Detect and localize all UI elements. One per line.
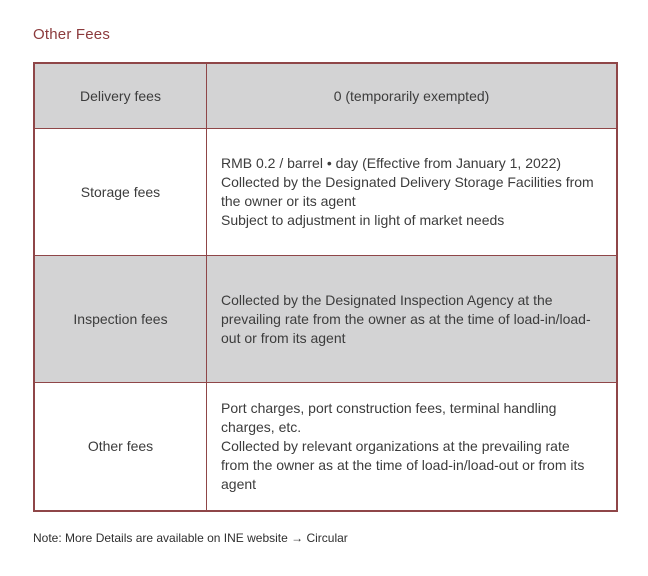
other-fees-table	[33, 62, 618, 512]
fee-detail-line: Subject to adjustment in light of market needs	[221, 212, 505, 228]
fee-detail-line: Port charges, port construction fees, terminal handling charges, etc.	[221, 400, 557, 435]
table-row-storage-fees	[35, 128, 616, 255]
table-row-delivery-fees	[35, 64, 616, 128]
fee-detail-cell	[207, 383, 616, 510]
fee-type-label: Inspection fees	[35, 256, 207, 382]
footnote: Note: More Details are available on INE website → Circular	[33, 531, 348, 545]
fee-detail-cell	[207, 64, 616, 128]
fee-detail-line: RMB 0.2 / barrel • day (Effective from January 1, 2022)	[221, 155, 562, 171]
page-title: Other Fees	[33, 26, 111, 43]
fee-detail-cell	[207, 256, 616, 382]
fee-detail-cell	[207, 129, 616, 255]
fee-detail-line: Collected by the Designated Inspection Agency at the prevailing rate from the owner as at the time of load-in/load-out or from its agent	[221, 291, 591, 346]
fee-type-label: Storage fees	[35, 129, 207, 255]
table-row-inspection-fees	[35, 255, 616, 382]
fee-type-label: Delivery fees	[35, 64, 207, 128]
fee-detail-line: Collected by the Designated Delivery Storage Facilities from the owner or its agent	[221, 174, 594, 209]
table-row-other-fees	[35, 382, 616, 510]
fee-detail-line: Collected by relevant organizations at the prevailing rate from the owner as at the time of load-in/load-out or from its agent	[221, 438, 585, 492]
fee-type-label: Other fees	[35, 383, 207, 510]
fee-detail-line: 0 (temporarily exempted)	[333, 87, 490, 104]
